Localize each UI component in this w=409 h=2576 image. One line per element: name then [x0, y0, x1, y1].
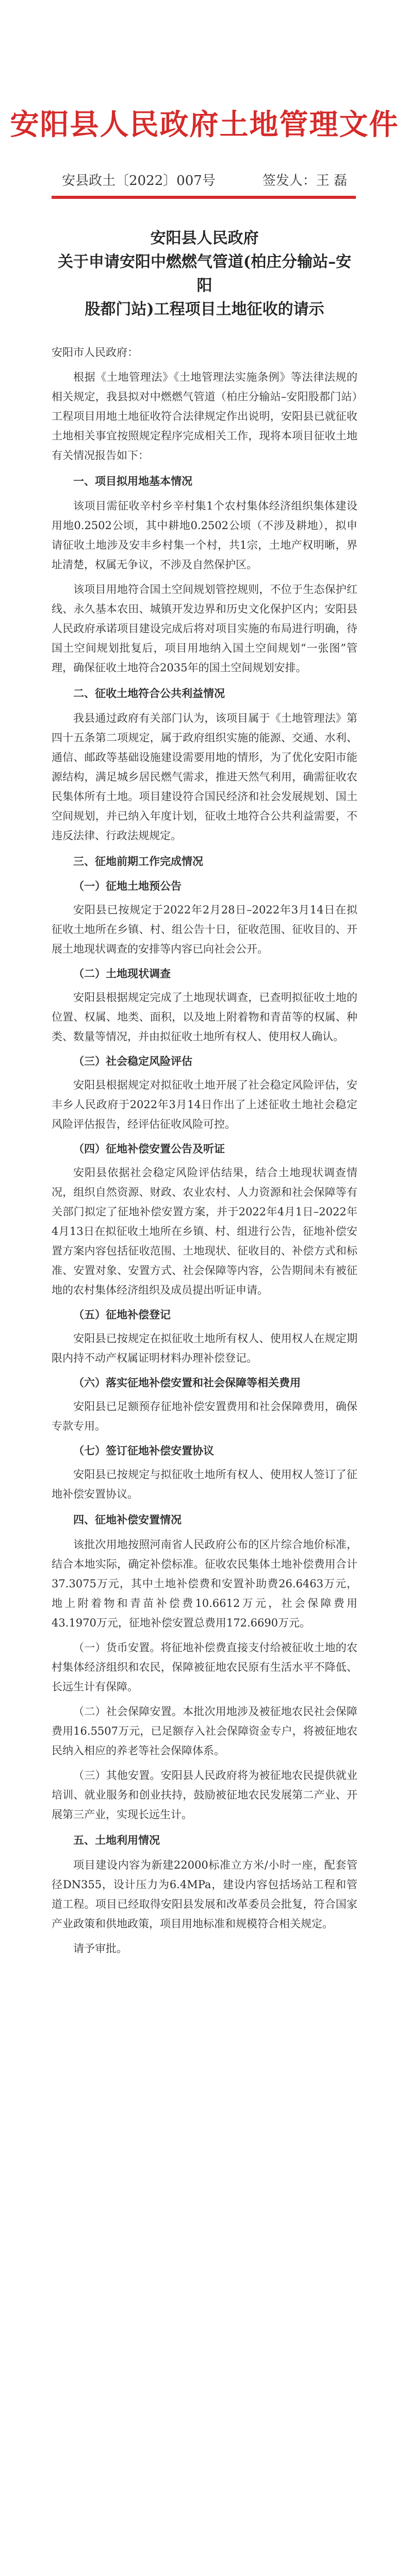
section-1-heading: 一、项目拟用地基本情况	[73, 474, 192, 487]
section-2-para-1: 我县通过政府有关部门认为，该项目属于《土地管理法》第四十五条第二项规定，属于政府组织实施的能源、交通、水利、通信、邮政等基础设施建设需要用地的情形，为了优化安阳市能源结构，满足城乡居民燃气需求，推进天然气利用，确需征收农民集体所有土地。项目建设符合国民经济和社会发展规划、国土空间规划，并已纳入年度计划，征收土地符合公共利益需要，不违反法律、行政法规规定。	[52, 712, 357, 842]
section-4-para-4: （三）其他安置。安阳县人民政府将为被征地农民提供就业培训、就业服务和创业扶持，鼓励被征地农民发展第二产业、开展第三产业，实现长远生计。	[52, 1769, 357, 1821]
section-3-sub-3-title: （三）社会稳定风险评估	[73, 1055, 192, 1067]
section-3-sub-1-text: 安阳县已按规定于2022年2月28日–2022年3月14日在拟征收土地所在乡镇、村、组公告十日，征收范围、征收目的、开展土地现状调查的安排等内容已向社会公开。	[52, 904, 357, 955]
section-3-sub-7-text: 安阳县已按规定与拟征收土地所有权人、使用权人签订了征地补偿安置协议。	[52, 1468, 357, 1500]
section-3-sub-4-title: （四）征地补偿安置公告及听证	[73, 1142, 225, 1155]
section-4-para-2: （一）货币安置。将征地补偿费直接支付给被征收土地的农村集体经济组织和农民，保障被征地农民原有生活水平不降低、长远生计有保障。	[52, 1641, 357, 1693]
section-3-sub-2-title: （二）土地现状调查	[73, 967, 171, 980]
section-4-para-1: 该批次用地按照河南省人民政府公布的区片综合地价标准，结合本地实际，确定补偿标准。征收农民集体土地补偿费用合计37.3075万元，其中土地补偿费和安置补助费26.6463万元，地上附着物和青苗补偿费10.6612万元，社会保障费用43.1970万元，征地补偿安置总费用172.6690万元。	[52, 1538, 357, 1629]
section-1-para-1: 该项目需征收辛村乡辛村集1个农村集体经济组织集体建设用地0.2502公顷，其中耕地0.2502公顷（不涉及耕地），拟申请征收土地涉及安丰乡村集一个村，共1宗，土地产权明晰，界址清楚，权属无争议，不涉及自然保护区。	[52, 500, 357, 571]
document-title	[52, 227, 357, 321]
section-2-heading: 二、征收土地符合公共利益情况	[73, 687, 225, 700]
section-3-sub-2-text: 安阳县根据规定完成了土地现状调查，已查明拟征收土地的位置、权属、地类、面积，以及地上附着物和青苗等的权属、种类、数量等情况，并由拟征收土地所有权人、使用权人确认。	[52, 991, 357, 1043]
section-3-sub-5-text: 安阳县已按规定在拟征收土地所有权人、使用权人在规定期限内持不动产权属证明材料办理补偿登记。	[52, 1332, 357, 1364]
section-3-heading: 三、征地前期工作完成情况	[73, 855, 203, 868]
title-line-1: 安阳县人民政府	[150, 229, 259, 247]
title-line-2: 关于申请安阳中燃燃气管道(柏庄分输站–安阳	[57, 253, 352, 295]
section-5-heading: 五、土地利用情况	[73, 1834, 160, 1846]
section-5-para-1: 项目建设内容为新建22000标准立方米/小时一座，配套管径DN355，设计压力为6.4MPa，建设内容包括场站工程和管道工程。项目已经取得安阳县发展和改革委员会批复，符合国家产业政策和供地政策，项目用地标准和规模符合相关规定。	[52, 1859, 357, 1930]
section-3-sub-7-title: （七）签订征地补偿安置协议	[73, 1444, 214, 1457]
document-header-title: 安阳县人民政府土地管理文件	[10, 108, 399, 142]
section-3-sub-6-text: 安阳县已足额预存征地补偿安置费用和社会保障费用，确保专款专用。	[52, 1400, 357, 1432]
section-4-heading: 四、征地补偿安置情况	[73, 1513, 182, 1526]
section-3-sub-6-title: （六）落实征地补偿安置和社会保障等相关费用	[73, 1376, 301, 1389]
section-3-sub-4-text: 安阳县依据社会稳定风险评估结果，结合土地现状调查情况，组织自然资源、财政、农业农村、人力资源和社会保障等有关部门拟定了征地补偿安置方案，并于2022年4月1日–2022年4月13日在拟征收土地所在乡镇、村、组进行公告，征地补偿安置方案内容包括征收范围、土地现状、征收目的、补偿方式和标准、安置对象、安置方式、社会保障等内容，公告期间未有被征地的农村集体经济组织及成员提出听证申请。	[52, 1166, 357, 1296]
section-4-para-3: （二）社会保障安置。本批次用地涉及被征地农民社会保障费用16.5507万元，已足额存入社会保障资金专户，将被征地农民纳入相应的养老等社会保障体系。	[52, 1705, 357, 1757]
document-body	[52, 343, 357, 1963]
section-5-para-2: 请予审批。	[73, 1942, 127, 1955]
header-red-rule	[52, 196, 356, 199]
document-number: 安县政土〔2022〕007号	[62, 173, 216, 189]
intro-paragraph: 根据《土地管理法》《土地管理法实施条例》等法律法规的相关规定，我县拟对中燃燃气管道（柏庄分输站–安阳股都门站）工程项目用地土地征收符合法律规定作出说明，安阳县已就征收土地相关事宜按照规定程序完成相关工作，现将本项目征收土地有关情况报告如下：	[52, 371, 357, 462]
section-3-sub-3-text: 安阳县根据规定对拟征收土地开展了社会稳定风险评估，安丰乡人民政府于2022年3月14日作出了上述征收土地社会稳定风险评估报告，经评估征收风险可控。	[52, 1079, 357, 1130]
section-3-sub-1-title: （一）征地土地预公告	[73, 879, 182, 892]
salutation: 安阳市人民政府：	[52, 346, 138, 359]
title-line-3: 股都门站)工程项目土地征收的请示	[85, 300, 324, 318]
section-3-sub-5-title: （五）征地补偿登记	[73, 1308, 171, 1321]
section-1-para-2: 该项目用地符合国土空间规划管控规则，不位于生态保护红线、永久基本农田、城镇开发边界和历史文化保护区内；安阳县人民政府承诺项目建设完成后将对项目实施的布局进行明确，待国土空间规划批复后，项目用地纳入国土空间规划“一张图”管理，确保征收土地符合2035年的国土空间规划安排。	[52, 583, 357, 674]
document-signer: 签发人：王 磊	[262, 173, 347, 189]
